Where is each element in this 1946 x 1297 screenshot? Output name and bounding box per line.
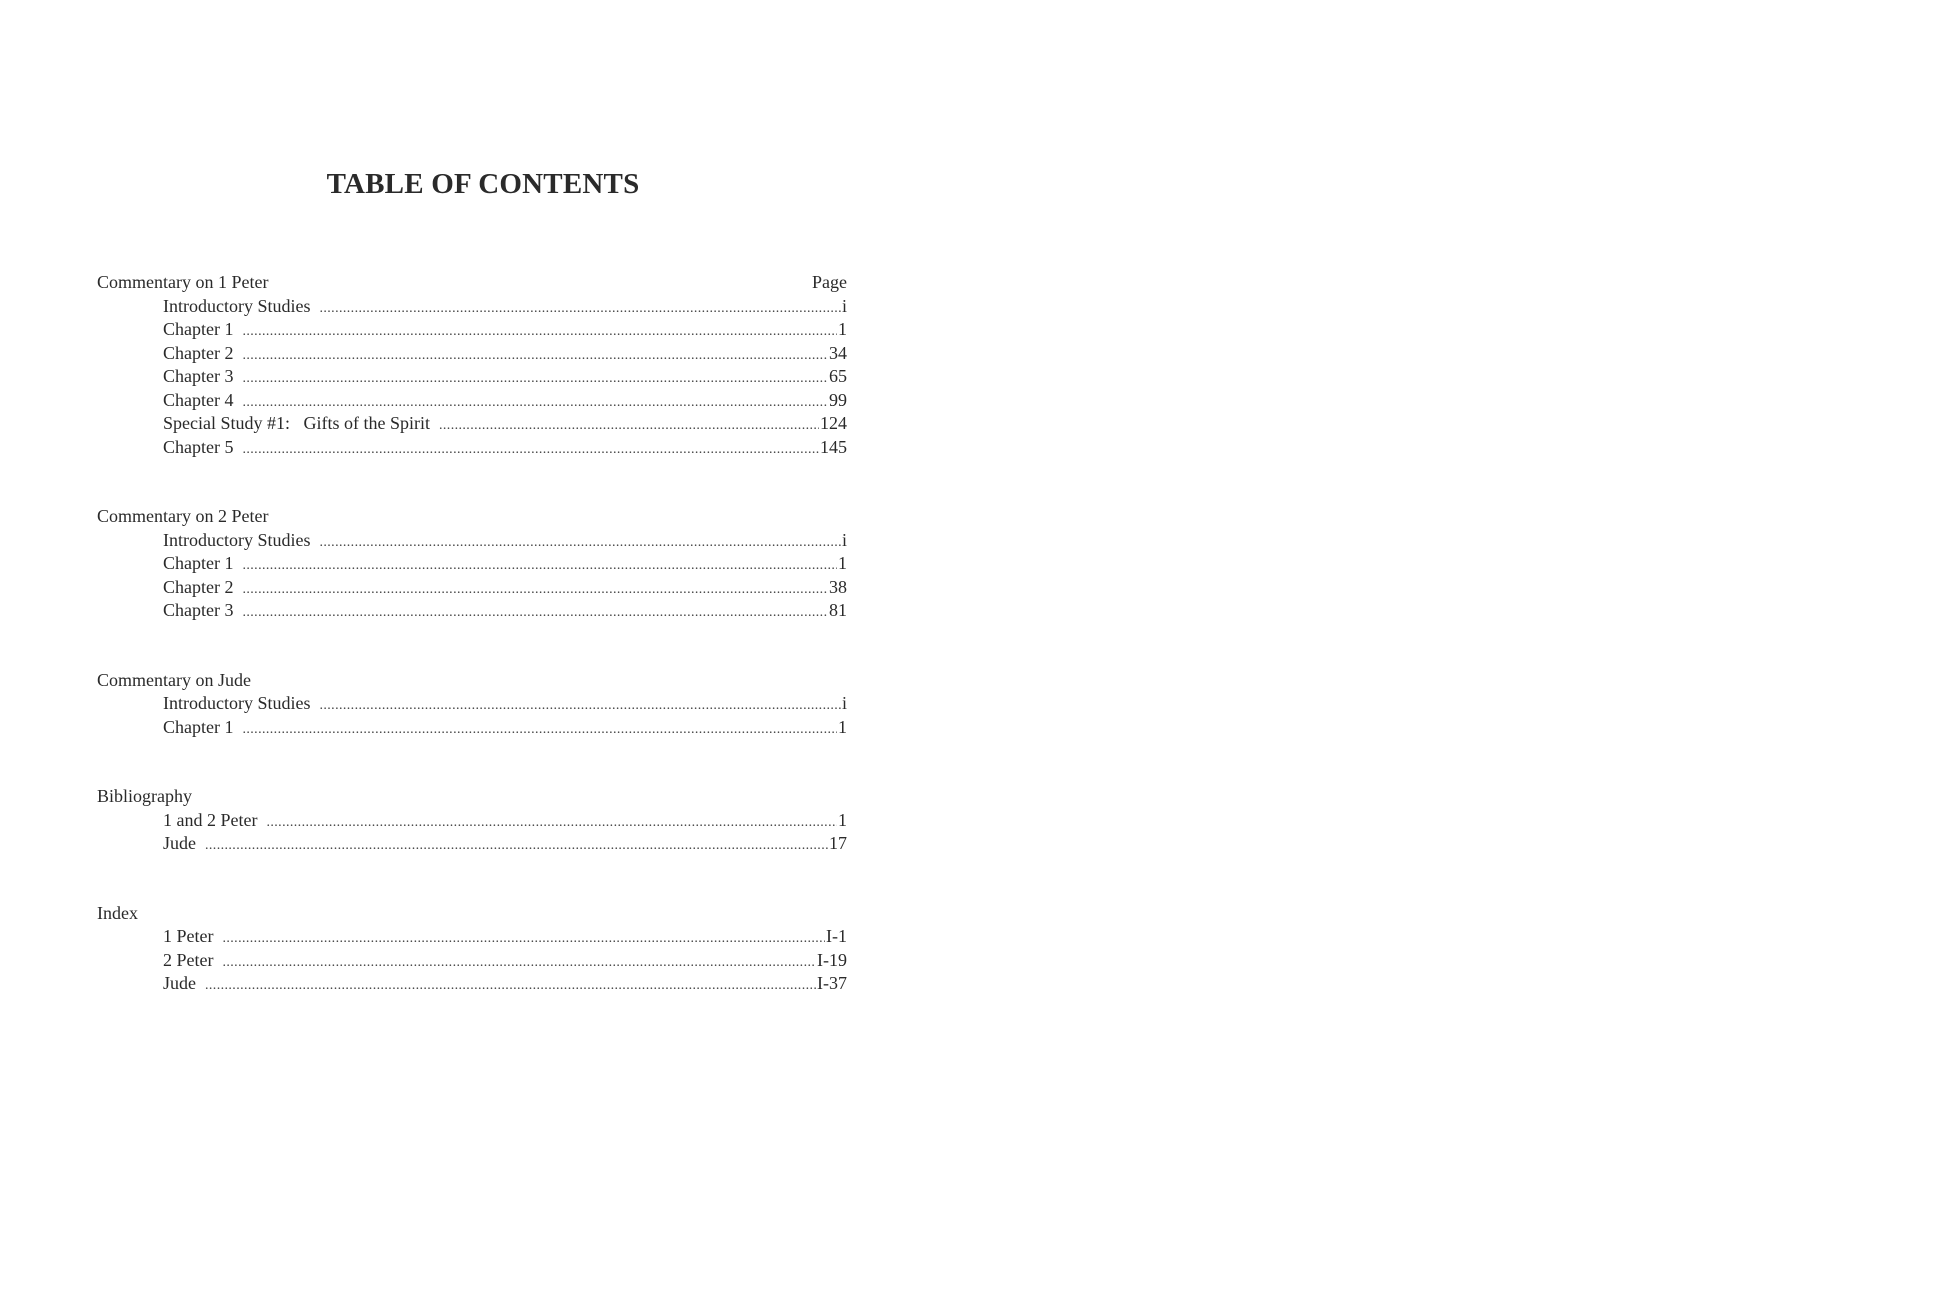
entry-label: Chapter 3 (163, 600, 234, 620)
entry-label: Special Study #1: Gifts of the Spirit (163, 413, 430, 433)
entry-label: 1 and 2 Peter (163, 809, 258, 830)
entry-page-number: 99 (829, 389, 847, 410)
entry-page-number: I-19 (817, 949, 847, 970)
entry-label: Chapter 4 (163, 389, 234, 410)
section-heading: Commentary on Jude (97, 669, 251, 690)
toc-entry[interactable] (97, 716, 847, 740)
toc-entry[interactable] (97, 529, 847, 553)
section-heading-row (97, 669, 847, 693)
toc-entry[interactable] (97, 365, 847, 389)
section-heading: Commentary on 2 Peter (97, 506, 269, 526)
dot-leader (266, 811, 837, 835)
toc-entry[interactable] (97, 832, 847, 856)
toc-entry[interactable] (97, 295, 847, 319)
dot-leader (319, 694, 841, 718)
dot-leader (319, 531, 841, 555)
dot-leader (242, 391, 828, 415)
toc-entry[interactable] (97, 436, 847, 460)
dot-leader (242, 601, 828, 625)
toc-entry[interactable] (97, 925, 847, 949)
dot-leader (222, 927, 825, 951)
toc-entry[interactable] (97, 412, 847, 436)
entry-label: Jude (163, 973, 196, 993)
entry-page-number: 38 (829, 576, 847, 597)
section-heading: Bibliography (97, 786, 192, 806)
entry-page-number: 65 (829, 366, 847, 386)
entry-page-number: i (841, 295, 847, 316)
dot-leader (319, 297, 841, 321)
dot-leader (242, 718, 837, 742)
toc-section-index (97, 902, 847, 996)
toc-section-bibliography (97, 785, 847, 856)
entry-page-number: 1 (838, 553, 847, 573)
entry-label: 2 Peter (163, 949, 214, 970)
entry-label: Chapter 1 (163, 319, 234, 339)
toc-entry[interactable] (97, 576, 847, 600)
dot-leader (242, 578, 828, 602)
entry-page-number: i (841, 693, 847, 713)
section-heading-row (97, 505, 847, 529)
entry-page-number: 1 (838, 319, 847, 339)
entry-page-number: 1 (838, 809, 847, 830)
entry-page-number: i (841, 529, 847, 550)
dot-leader (242, 320, 837, 344)
toc-section-1-peter (97, 271, 847, 459)
entry-label: Chapter 3 (163, 366, 234, 386)
page-title: TABLE OF CONTENTS (326, 168, 640, 200)
entry-page-number: I-1 (826, 926, 847, 946)
toc-entry[interactable] (97, 599, 847, 623)
toc-entry[interactable] (97, 809, 847, 833)
entry-label: Introductory Studies (163, 529, 311, 550)
toc-section-jude (97, 669, 847, 740)
entry-label: Chapter 5 (163, 436, 234, 457)
dot-leader (205, 974, 816, 998)
table-of-contents (97, 271, 847, 1042)
toc-section-2-peter (97, 505, 847, 623)
entry-label: 1 Peter (163, 926, 214, 946)
dot-leader (205, 834, 828, 858)
entry-label: Jude (163, 833, 196, 853)
entry-label: Chapter 2 (163, 342, 234, 363)
section-heading-row (97, 271, 847, 295)
entry-page-number: 145 (820, 436, 847, 457)
section-heading: Index (97, 902, 138, 923)
dot-leader (242, 438, 819, 462)
toc-entry[interactable] (97, 692, 847, 716)
entry-label: Introductory Studies (163, 295, 311, 316)
dot-leader (222, 951, 816, 975)
entry-label: Introductory Studies (163, 693, 311, 713)
toc-entry[interactable] (97, 318, 847, 342)
section-heading-row (97, 785, 847, 809)
entry-label: Chapter 1 (163, 553, 234, 573)
section-heading: Commentary on 1 Peter (97, 272, 269, 292)
entry-label: Chapter 1 (163, 716, 234, 737)
entry-page-number: 124 (820, 413, 847, 433)
page-column-label: Page (812, 272, 847, 292)
dot-leader (242, 554, 837, 578)
entry-page-number: 81 (829, 600, 847, 620)
toc-entry[interactable] (97, 949, 847, 973)
toc-entry[interactable] (97, 342, 847, 366)
dot-leader (439, 414, 819, 438)
dot-leader (242, 367, 828, 391)
entry-page-number: 17 (829, 833, 847, 853)
entry-page-number: I-37 (817, 973, 847, 993)
entry-page-number: 1 (838, 716, 847, 737)
entry-page-number: 34 (829, 342, 847, 363)
toc-entry[interactable] (97, 389, 847, 413)
toc-entry[interactable] (97, 972, 847, 996)
toc-entry[interactable] (97, 552, 847, 576)
entry-label: Chapter 2 (163, 576, 234, 597)
dot-leader (242, 344, 828, 368)
section-heading-row (97, 902, 847, 926)
